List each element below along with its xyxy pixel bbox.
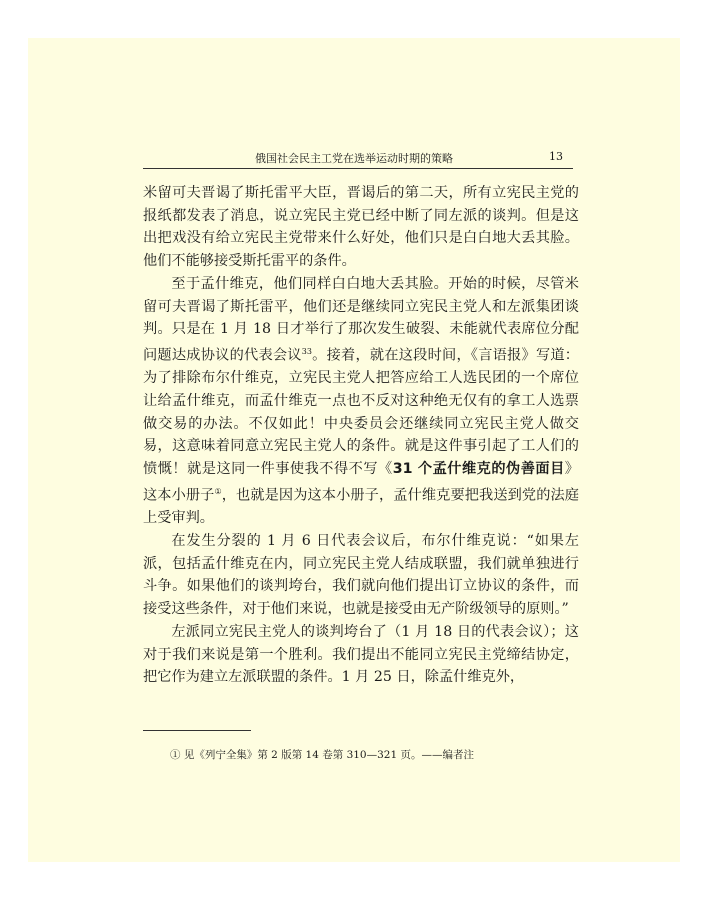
page-number: 13: [549, 150, 563, 163]
paragraph-2-part-a: 至于孟什维克，他们同样白白地大丢其脸。开始的时候，尽管米留可夫晋谒了斯托雷平，他们还是继续同立宪民主党人和左派集团谈判。只是在 1 月 18 日才举行了那次发生破裂、未能就代表席位分配问题达成协议的代表会议: [143, 275, 579, 364]
header-title: 俄国社会民主工党在选举运动时期的策略: [255, 152, 453, 165]
pamphlet-title: 31 个孟什维克的伪善面目: [392, 461, 565, 478]
footnote-divider: [143, 730, 251, 731]
paragraph-2: [143, 273, 579, 530]
endnote-marker: 33: [301, 346, 312, 356]
body-text: [143, 182, 579, 689]
paragraph-2-part-d: ，也就是因为这本小册子，孟什维克要把我送到党的法庭上受审判。: [143, 487, 579, 527]
footnote: ① 见《列宁全集》第 2 版第 14 卷第 310—321 页。——编者注: [170, 749, 474, 761]
paragraph-1: 米留可夫晋谒了斯托雷平大臣，晋谒后的第二天，所有立宪民主党的报纸都发表了消息，说立宪民主党已经中断了同左派的谈判。但是这出把戏没有给立宪民主党带来什么好处，他们只是白白地大丢其脸。他们不能够接受斯托雷平的条件。: [143, 185, 579, 270]
footnote-marker: ①: [214, 486, 222, 496]
paragraph-4: 左派同立宪民主党人的谈判垮台了（1 月 18 日的代表会议）；这对于我们来说是第一个胜利。我们提出不能同立宪民主党缔结协定，把它作为建立左派联盟的条件。1 月 25 日，除孟什维克外，: [143, 623, 579, 686]
paragraph-2-part-c: 》这本小册子: [143, 461, 579, 504]
paragraph-2-part-b: 。接着，就在这段时间，《言语报》写道：为了排除布尔什维克，立宪民主党人把答应给工人选民团的一个席位让给孟什维克，而孟什维克一点也不反对这种绝无仅有的拿工人选票做交易的办法。不仅如此！中央委员会还继续同立宪民主党人做交易，这意味着同意立宪民主党人的条件。就是这件事引起了工人们的愤慨！就是这同一件事使我不得不写《: [143, 347, 579, 478]
running-header: [143, 148, 573, 169]
paragraph-3: 在发生分裂的 1 月 6 日代表会议后，布尔什维克说：“如果左派，包括孟什维克在内，同立宪民主党人结成联盟，我们就单独进行斗争。如果他们的谈判垮台，我们就向他们提出订立协议的条件，而接受这些条件，对于他们来说，也就是接受由无产阶级领导的原则。”: [143, 533, 579, 618]
